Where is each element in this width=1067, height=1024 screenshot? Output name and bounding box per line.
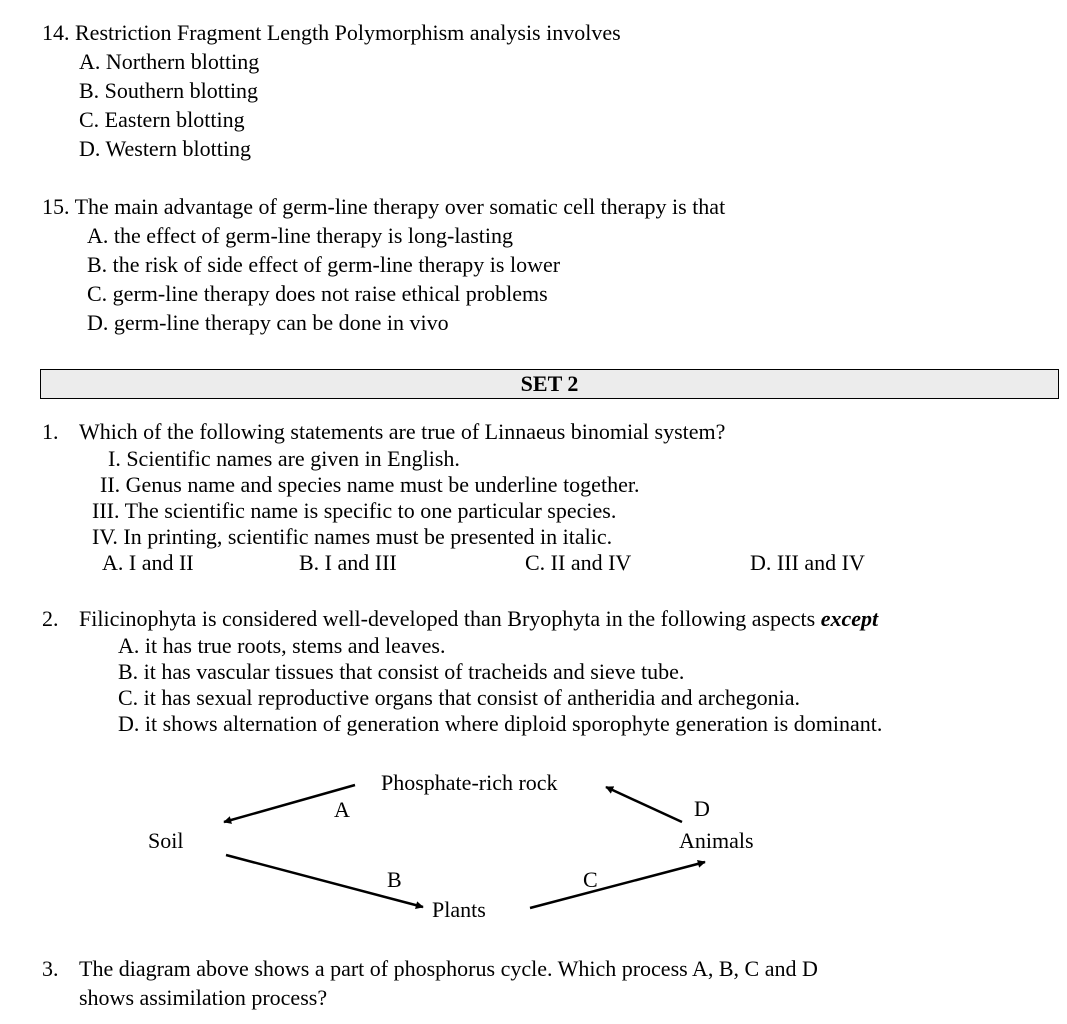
- s2q2-option-d: D. it shows alternation of generation where diploid sporophyte generation is dominant.: [118, 711, 883, 736]
- s2q2-option-c: C. it has sexual reproductive organs that consist of antheridia and archegonia.: [118, 685, 800, 710]
- s2q1-number: 1.: [42, 419, 59, 444]
- node-soil: Soil: [148, 828, 184, 853]
- s2q1-statement-4: IV. In printing, scientific names must be presented in italic.: [92, 524, 613, 549]
- s2q1-option-b: B. I and III: [299, 550, 397, 575]
- edge-label-b: B: [387, 867, 402, 892]
- s2q2-stem-main: Filicinophyta is considered well-developed than Bryophyta in the following aspects: [79, 606, 821, 631]
- set-2-title: SET 2: [520, 371, 579, 396]
- s2q1-option-c: C. II and IV: [525, 550, 632, 575]
- s2q2-stem-except: except: [820, 606, 879, 631]
- s2q2-option-a: A. it has true roots, stems and leaves.: [118, 633, 446, 658]
- s2q1-statement-3: III. The scientific name is specific to one particular species.: [92, 498, 617, 523]
- s2q3-number: 3.: [42, 956, 59, 981]
- edge-label-d: D: [694, 796, 710, 821]
- q14-option-d: D. Western blotting: [79, 136, 251, 161]
- s2q2-number: 2.: [42, 606, 59, 631]
- q15-option-c: C. germ-line therapy does not raise ethical problems: [87, 281, 548, 306]
- q14-option-a: A. Northern blotting: [79, 49, 260, 74]
- s2q2-option-b: B. it has vascular tissues that consist of tracheids and sieve tube.: [118, 659, 685, 684]
- q15-option-a: A. the effect of germ-line therapy is long-lasting: [87, 223, 514, 248]
- s2q1-statement-2: II. Genus name and species name must be underline together.: [100, 472, 640, 497]
- arrow-c: [530, 862, 705, 908]
- edge-label-a: A: [334, 797, 350, 822]
- q14-option-c: C. Eastern blotting: [79, 107, 245, 132]
- q15-stem: 15. The main advantage of germ-line therapy over somatic cell therapy is that: [42, 194, 726, 219]
- q15-option-b: B. the risk of side effect of germ-line therapy is lower: [87, 252, 561, 277]
- node-animals: Animals: [679, 828, 754, 853]
- s2q3-stem-line-1: The diagram above shows a part of phosphorus cycle. Which process A, B, C and D: [79, 956, 818, 981]
- q14-option-b: B. Southern blotting: [79, 78, 259, 103]
- s2q1-stem: Which of the following statements are true of Linnaeus binomial system?: [79, 419, 726, 444]
- q15-option-d: D. germ-line therapy can be done in vivo: [87, 310, 449, 335]
- s2q1-statement-1: I. Scientific names are given in English.: [108, 446, 460, 471]
- s2q1-option-d: D. III and IV: [750, 550, 865, 575]
- q14-stem: 14. Restriction Fragment Length Polymorphism analysis involves: [42, 20, 621, 45]
- arrow-d: [606, 787, 682, 822]
- node-phosphate-rich-rock: Phosphate-rich rock: [381, 770, 558, 795]
- edge-label-c: C: [583, 867, 598, 892]
- node-plants: Plants: [432, 897, 486, 922]
- s2q1-option-a: A. I and II: [102, 550, 194, 575]
- s2q3-stem-line-2: shows assimilation process?: [79, 985, 328, 1010]
